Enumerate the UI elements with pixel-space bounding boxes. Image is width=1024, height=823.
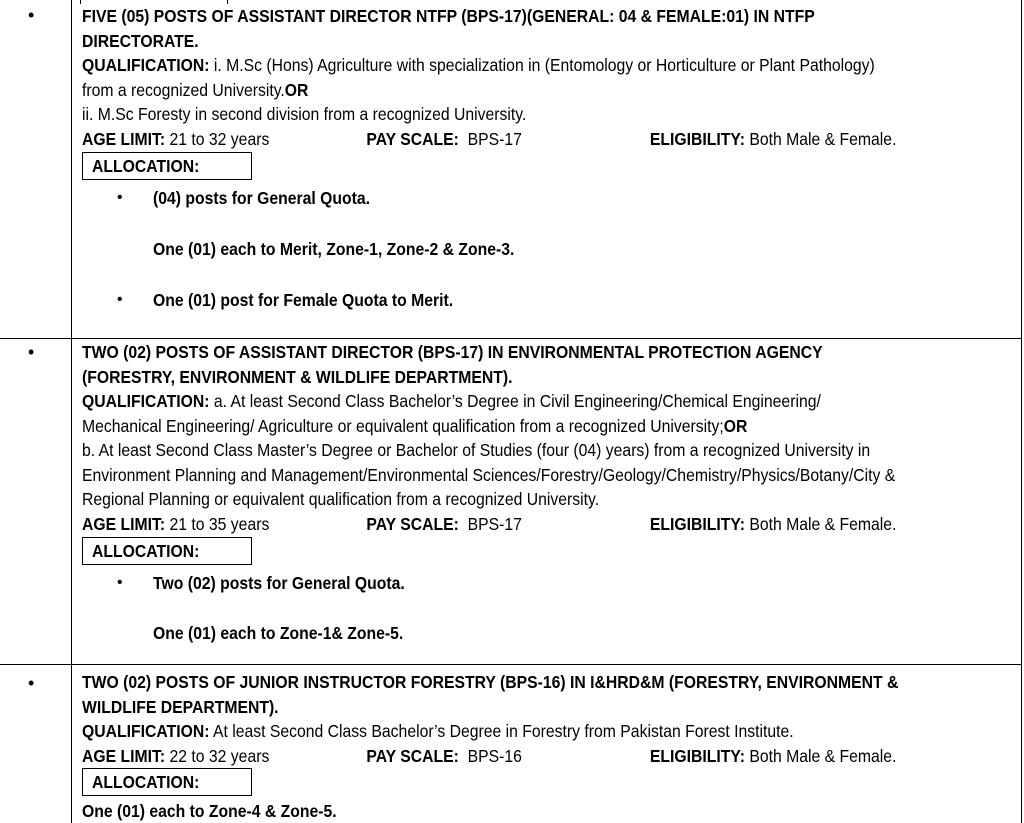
list-bullet: • — [117, 574, 123, 591]
qualification-text: a. At least Second Class Bachelor’s Degree in Civil Engineering/Chemical Engineering/ — [213, 391, 821, 411]
allocation-label: ALLOCATION: — [92, 772, 200, 792]
eligibility-label: ELIGIBILITY: — [649, 128, 745, 149]
qualification-text: Environment Planning and Management/Environmental Sciences/Forestry/Geology/Chemistry/Physics/Botany/City & — [82, 464, 896, 485]
list-bullet: • — [117, 189, 123, 206]
allocation-box — [82, 152, 252, 180]
allocation-item: One (01) each to Merit, Zone-1, Zone-2 & Zone-3. — [153, 239, 515, 259]
qualification-text: ii. M.Sc Foresty in second division from a recognized University. — [82, 104, 527, 124]
qualification-text: i. M.Sc (Hons) Agriculture with specialization in (Entomology or Horticulture or Plant Pathology) — [213, 55, 875, 75]
eligibility-value: Both Male & Female. — [749, 513, 897, 534]
qualification-label: QUALIFICATION: — [82, 391, 210, 411]
eligibility-label: ELIGIBILITY: — [649, 513, 745, 534]
age-limit-value: 21 to 32 years — [169, 128, 270, 149]
terms-line — [82, 127, 924, 152]
post-title: TWO (02) POSTS OF JUNIOR INSTRUCTOR FORESTRY (BPS-16) IN I&HRD&M (FORESTRY, ENVIRONMENT & — [82, 672, 899, 692]
post-title: DIRECTORATE. — [82, 30, 199, 51]
table-right-border — [1021, 0, 1022, 823]
allocation-item: Two (02) posts for General Quota. — [153, 573, 405, 593]
allocation-item: One (01) each to Zone-4 & Zone-5. — [82, 801, 337, 821]
qualification-line — [82, 53, 924, 78]
eligibility-value: Both Male & Female. — [749, 745, 897, 766]
age-limit-label: AGE LIMIT: — [82, 128, 166, 149]
table-top-stub — [80, 0, 81, 4]
list-bullet: • — [117, 291, 123, 308]
qualification-text: At least Second Class Bachelor’s Degree in Forestry from Pakistan Forest Institute. — [212, 721, 794, 741]
row-bullet: • — [28, 342, 35, 362]
allocation-box — [82, 768, 252, 796]
post-title: TWO (02) POSTS OF ASSISTANT DIRECTOR (BPS-17) IN ENVIRONMENTAL PROTECTION AGENCY — [82, 342, 823, 362]
row-bullet: • — [28, 673, 35, 693]
eligibility-label: ELIGIBILITY: — [649, 745, 745, 766]
row-bullet: • — [28, 5, 35, 25]
qualification-text: Mechanical Engineering/ Agriculture or equivalent qualification from a recognized University; — [82, 415, 724, 436]
terms-line — [82, 512, 924, 537]
post-title: (FORESTRY, ENVIRONMENT & WILDLIFE DEPARTMENT). — [82, 366, 513, 387]
row-divider — [0, 338, 1022, 339]
post-title: WILDLIFE DEPARTMENT). — [82, 696, 279, 717]
qualification-label: QUALIFICATION: — [82, 721, 210, 741]
allocation-label: ALLOCATION: — [92, 541, 200, 561]
post-title: FIVE (05) POSTS OF ASSISTANT DIRECTOR NTFP (BPS-17)(GENERAL: 04 & FEMALE:01) IN NTFP — [82, 6, 815, 26]
allocation-item: One (01) post for Female Quota to Merit. — [153, 290, 454, 310]
qualification-text: b. At least Second Class Master’s Degree or Bachelor of Studies (four (04) years) from a recognized University in — [82, 440, 871, 460]
allocation-box — [82, 537, 252, 565]
qualification-text: Regional Planning or equivalent qualification from a recognized University. — [82, 489, 600, 509]
pay-scale-label: PAY SCALE: — [366, 513, 459, 534]
age-limit-label: AGE LIMIT: — [82, 513, 166, 534]
pay-scale-label: PAY SCALE: — [366, 128, 459, 149]
pay-scale-value: BPS-17 — [467, 128, 522, 149]
pay-scale-value: BPS-16 — [467, 745, 522, 766]
qualification-label: QUALIFICATION: — [82, 55, 210, 75]
age-limit-value: 21 to 35 years — [169, 513, 270, 534]
allocation-item: One (01) each to Zone-1& Zone-5. — [153, 623, 404, 643]
age-limit-label: AGE LIMIT: — [82, 745, 166, 766]
qualification-line — [82, 719, 924, 744]
allocation-label: ALLOCATION: — [92, 156, 200, 176]
eligibility-value: Both Male & Female. — [749, 128, 897, 149]
terms-line — [82, 744, 924, 769]
pay-scale-label: PAY SCALE: — [366, 745, 459, 766]
column-divider — [71, 0, 72, 823]
row-divider — [0, 664, 1022, 665]
qualification-line — [82, 389, 924, 414]
qualification-text: from a recognized University. — [82, 79, 285, 100]
or-keyword: OR — [723, 415, 748, 436]
age-limit-value: 22 to 32 years — [169, 745, 270, 766]
allocation-item: (04) posts for General Quota. — [153, 188, 371, 208]
or-keyword: OR — [284, 79, 309, 100]
pay-scale-value: BPS-17 — [467, 513, 522, 534]
